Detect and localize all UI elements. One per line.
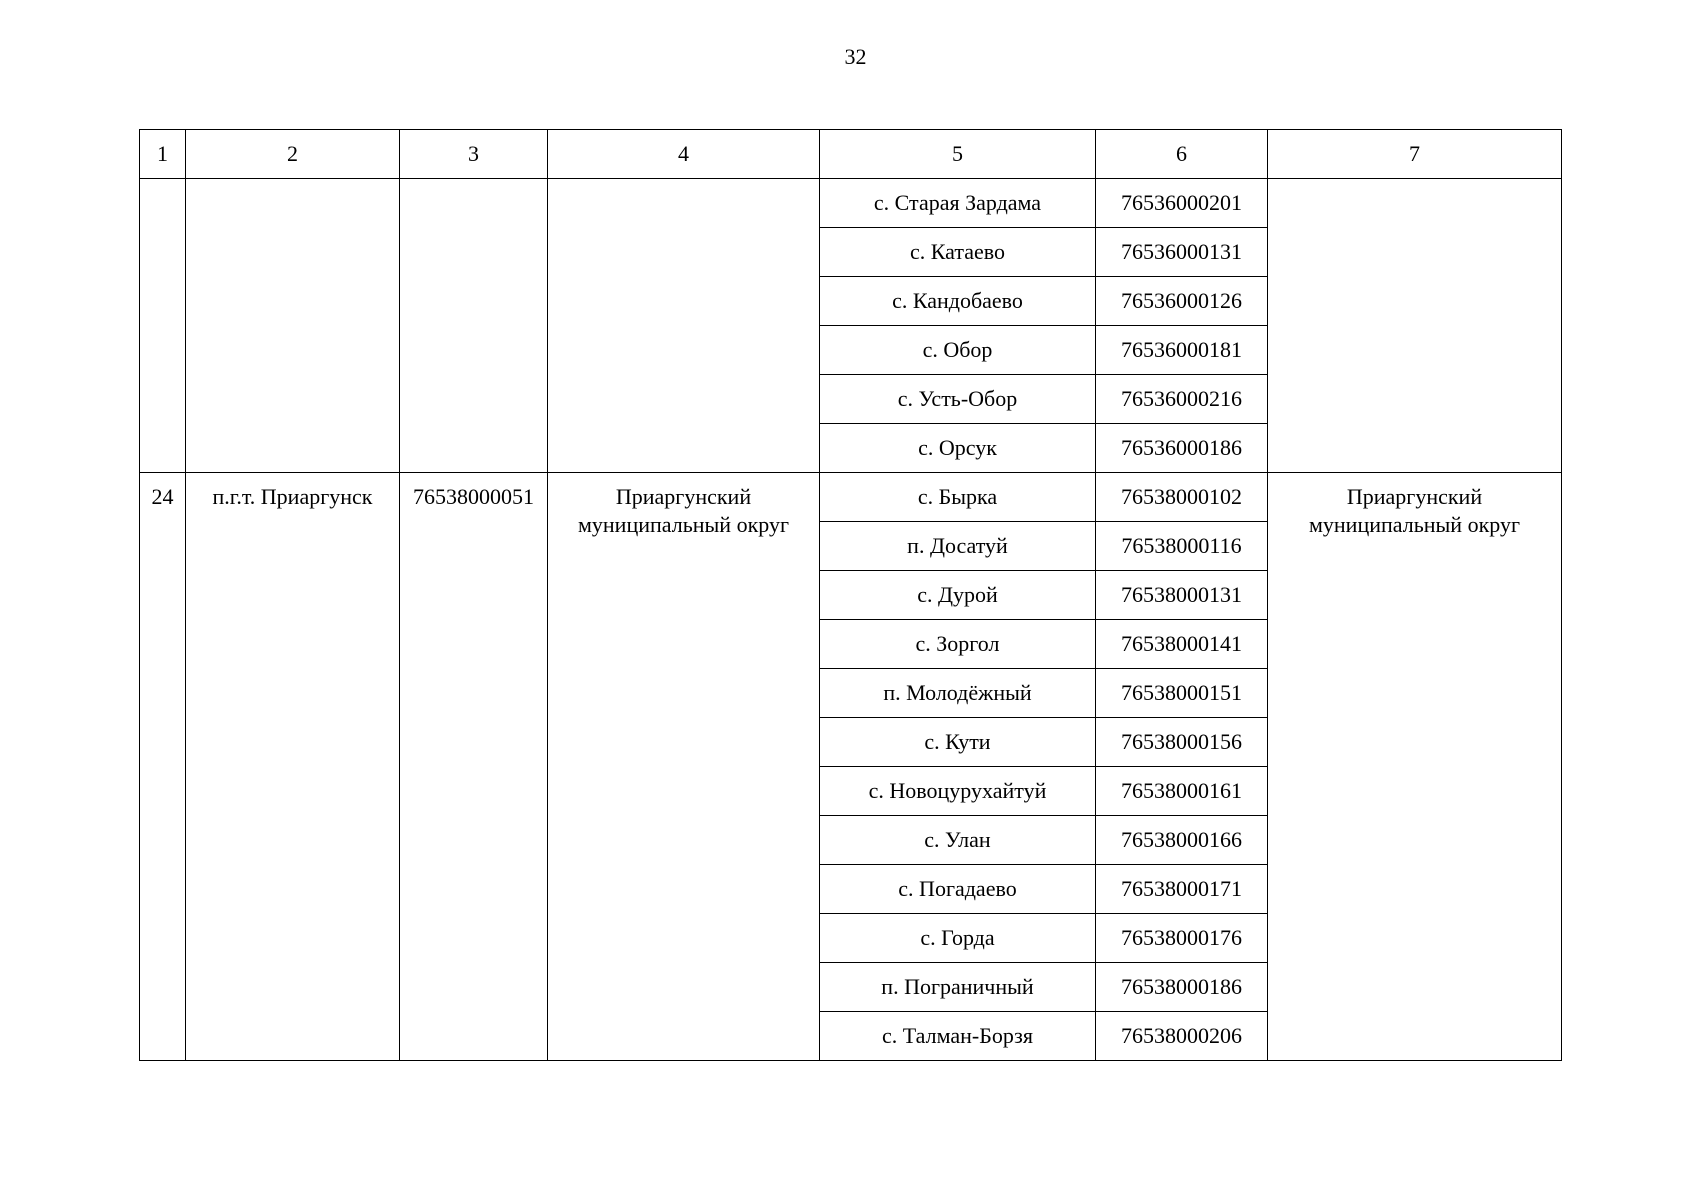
settlement-cell: п. Молодёжный [820,669,1096,718]
municipality-right-cell: Приаргунский муниципальный округ [1268,473,1562,1061]
settlement-cell: с. Обор [820,326,1096,375]
settlement-code-cell: 76538000151 [1096,669,1268,718]
settlement-cell: с. Бырка [820,473,1096,522]
municipality-cell-empty [548,179,820,473]
page-number: 32 [844,44,867,69]
column-number-row [140,130,1562,179]
settlement-cell: с. Новоцурухайтуй [820,767,1096,816]
settlement-code-cell: 76536000216 [1096,375,1268,424]
number-cell-empty [140,179,186,473]
table-row [140,179,1562,228]
settlement-cell: с. Горда [820,914,1096,963]
settlement-cell: с. Усть-Обор [820,375,1096,424]
column-number-4: 4 [548,130,820,179]
settlement-cell: с. Катаево [820,228,1096,277]
settlement-cell: с. Улан [820,816,1096,865]
settlement-code-cell: 76536000181 [1096,326,1268,375]
table-row [140,473,1562,522]
settlement-code-cell: 76538000161 [1096,767,1268,816]
settlement-cell: с. Кандобаево [820,277,1096,326]
settlement-code-cell: 76536000186 [1096,424,1268,473]
center-cell-empty [186,179,400,473]
settlement-cell: с. Погадаево [820,865,1096,914]
center-name-cell: п.г.т. Приаргунск [186,473,400,1061]
entry-number-cell: 24 [140,473,186,1061]
column-number-1: 1 [140,130,186,179]
municipality-right-cell-empty [1268,179,1562,473]
settlement-cell: с. Кути [820,718,1096,767]
settlement-code-cell: 76538000166 [1096,816,1268,865]
column-number-2: 2 [186,130,400,179]
settlement-code-cell: 76538000116 [1096,522,1268,571]
settlement-code-cell: 76538000176 [1096,914,1268,963]
center-code-cell-empty [400,179,548,473]
settlement-code-cell: 76536000131 [1096,228,1268,277]
settlement-cell: с. Зоргол [820,620,1096,669]
settlement-cell: с. Старая Зардама [820,179,1096,228]
settlement-code-cell: 76538000141 [1096,620,1268,669]
settlement-cell: с. Талман-Борзя [820,1012,1096,1061]
municipality-cell: Приаргунский муниципальный округ [548,473,820,1061]
column-number-6: 6 [1096,130,1268,179]
settlement-code-cell: 76538000171 [1096,865,1268,914]
settlement-code-cell: 76536000126 [1096,277,1268,326]
settlement-code-cell: 76538000156 [1096,718,1268,767]
column-number-7: 7 [1268,130,1562,179]
settlement-cell: с. Дурой [820,571,1096,620]
settlement-code-cell: 76538000186 [1096,963,1268,1012]
column-number-5: 5 [820,130,1096,179]
settlement-cell: с. Орсук [820,424,1096,473]
settlement-code-cell: 76536000201 [1096,179,1268,228]
settlement-code-cell: 76538000206 [1096,1012,1268,1061]
settlement-cell: п. Досатуй [820,522,1096,571]
settlement-cell: п. Пограничный [820,963,1096,1012]
settlements-table [139,129,1562,1061]
settlement-code-cell: 76538000131 [1096,571,1268,620]
center-code-cell: 76538000051 [400,473,548,1061]
column-number-3: 3 [400,130,548,179]
settlement-code-cell: 76538000102 [1096,473,1268,522]
